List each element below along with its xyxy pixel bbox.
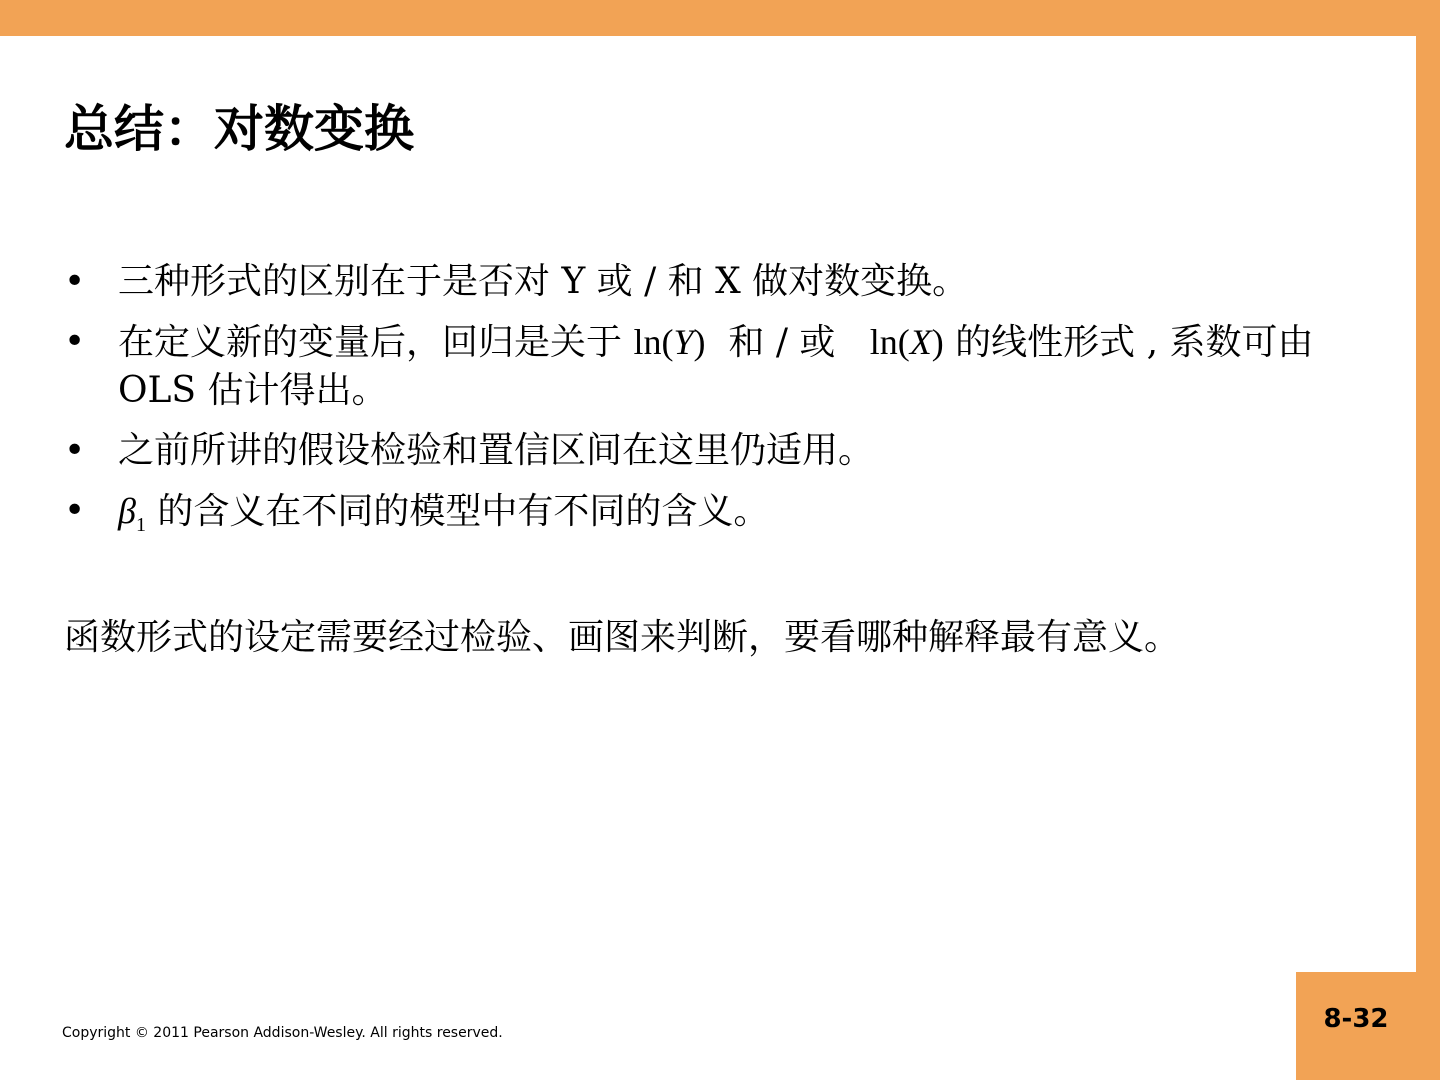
ln-y-expression [633,322,705,362]
bullet-text: 三种形式的区别在于是否对 Y 或 / 和 X 做对数变换。 [118,261,969,302]
bullet-item [64,427,1354,475]
bullet-text: 之前所讲的假设检验和置信区间在这里仍适用。 [118,430,875,471]
bullet-item [64,487,1354,549]
top-accent-bar [0,0,1440,36]
bullet-item [64,258,1354,306]
right-accent-bar [1416,0,1440,1080]
variable-y: Y [673,322,694,362]
bullet-text: 的含义在不同的模型中有不同的含义。 [145,491,770,532]
slide-title: 总结：对数变换 [64,100,414,158]
bullet-text-part: 和 / 或 [705,322,870,363]
bullet-item [64,318,1354,415]
bullet-marker: • [64,490,86,531]
ln-close: ) [931,322,944,362]
beta-symbol: β [118,491,136,531]
copyright-notice: Copyright © 2011 Pearson Addison-Wesley. All rights reserved. [62,1025,503,1041]
ln-x-expression [870,322,944,362]
page-number: 8-32 [1323,1004,1389,1034]
bullet-list [64,258,1354,561]
bullet-text-part: 的线性形式 , 系数可由 OLS 估计得出。 [118,322,1314,411]
variable-x: X [909,322,932,362]
bullet-marker: • [64,261,86,302]
beta-subscript: 1 [135,514,146,536]
ln-close: ) [693,322,706,362]
ln-open: ln( [633,322,674,362]
bullet-text-part: 在定义新的变量后，回归是关于 [118,322,634,363]
ln-open: ln( [869,322,910,362]
bullet-marker: • [64,321,86,362]
summary-note: 函数形式的设定需要经过检验、画图来判断，要看哪种解释最有意义。 [64,617,1181,658]
bullet-marker: • [64,430,86,471]
beta-one-symbol [118,491,146,536]
